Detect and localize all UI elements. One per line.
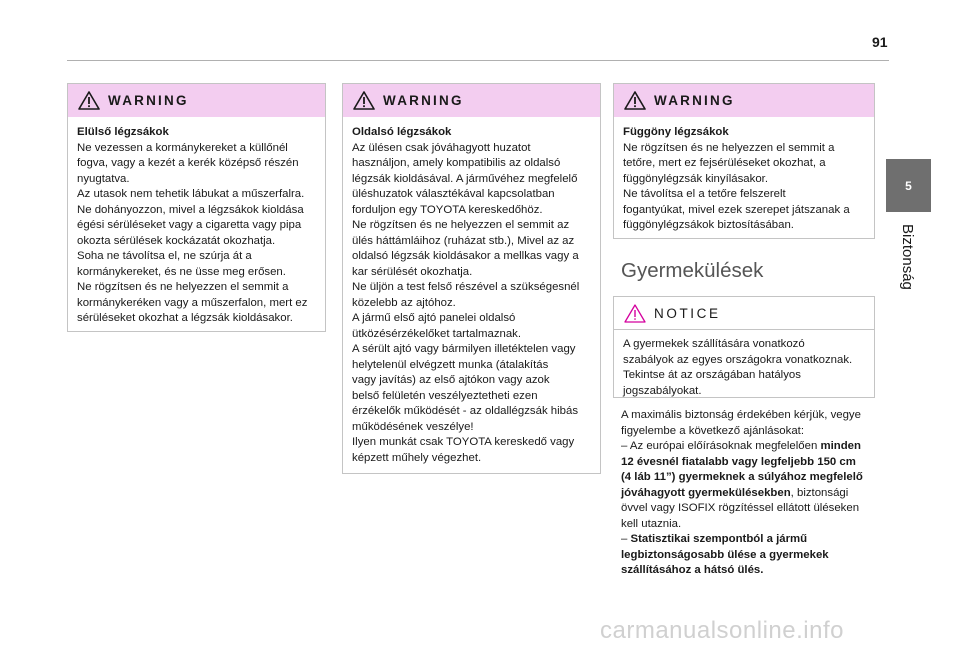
- bold-text: jóváhagyott gyermekülésekben: [621, 486, 791, 499]
- notice-body: [614, 330, 874, 409]
- warning-line: működésének veszélye!: [352, 420, 474, 433]
- warning-subtitle: Elülső légzsákok: [77, 126, 169, 138]
- warning-box-curtain-airbags: [613, 83, 875, 239]
- warning-triangle-icon: [353, 91, 375, 110]
- warning-box-side-airbags: [342, 83, 601, 474]
- child-seat-recommendations: [621, 408, 891, 579]
- warning-line: használjon, amely kompatibilis az oldalsó: [352, 157, 561, 169]
- warning-title: WARNING: [383, 93, 464, 108]
- warning-line: Ne dohányozzon, mivel a légzsákok kioldása: [77, 203, 304, 216]
- chapter-label-text: Biztonság: [899, 224, 916, 290]
- notice-triangle-icon: [624, 304, 646, 323]
- warning-line: Az ülésen csak jóváhagyott huzatot: [352, 141, 531, 154]
- warning-line: Ne rögzítsen és ne helyezzen el semmit az: [352, 219, 570, 231]
- section-title: Gyermekülések: [621, 259, 764, 282]
- warning-title: WARNING: [654, 93, 735, 108]
- warning-line: égési sérüléseket vagy a cigaretta vagy pipa: [77, 219, 302, 231]
- warning-line: üléshuzatok választékával kapcsolatban: [352, 188, 555, 200]
- warning-line: fogantyúkat, mivel ezek szerepet játszanak a: [623, 203, 850, 216]
- warning-subtitle: Függöny légzsákok: [623, 126, 729, 138]
- recommendation-line: [621, 563, 891, 579]
- warning-body: [614, 117, 874, 244]
- notice-box: [613, 296, 875, 398]
- notice-line: jogszabályokat.: [623, 384, 702, 397]
- bold-text: (4 láb 11”) gyermeknek a súlyához megfelelő: [621, 471, 863, 483]
- recommendation-item-2: [621, 532, 891, 548]
- warning-line: okozta sérülések kockázatát okozhatja.: [77, 234, 276, 247]
- warning-line: A sérült ajtó vagy bármilyen illetéktelen vagy: [352, 343, 576, 355]
- bold-text: Statisztikai szempontból a jármű: [630, 533, 808, 545]
- warning-line: függönylégzsák kinyílásakor.: [623, 172, 768, 185]
- notice-line: Tekintse át az országában hatályos: [623, 369, 801, 381]
- warning-line: Ne rögzítsen és ne helyezzen el semmit a: [623, 141, 835, 154]
- recommendation-line: kell utaznia.: [621, 517, 682, 530]
- warning-line: vagy javítás) az első ajtókon vagy azok: [352, 374, 550, 386]
- warning-line: Ilyen munkát csak TOYOTA kereskedő vagy: [352, 436, 575, 448]
- warning-line: Ne rögzítsen és ne helyezzen el semmit a: [77, 281, 289, 293]
- warning-header: [343, 84, 600, 117]
- notice-line: szabályok az egyes országokra vonatkoznak.: [623, 353, 853, 366]
- bold-text: 12 évesnél fiatalabb vagy legfeljebb 150 cm: [621, 455, 856, 468]
- warning-line: fogva, vagy a kezét a kerék középső részén: [77, 157, 299, 169]
- notice-line: A gyermekek szállítására vonatkozó: [623, 338, 805, 350]
- warning-line: Az utasok nem tehetik lábukat a műszerfalra.: [77, 188, 305, 200]
- warning-body: [68, 117, 325, 337]
- warning-line: helytelenül elvégzett munka (átalakítás: [352, 358, 549, 371]
- warning-triangle-icon: [624, 91, 646, 110]
- page-number: 91: [872, 34, 888, 50]
- warning-line: Ne vezessen a kormánykereket a küllőnél: [77, 141, 288, 154]
- warning-line: Ne üljön a test felső részével a szükségesnél: [352, 281, 580, 293]
- warning-line: képzett műhely végezhet.: [352, 451, 482, 464]
- notice-title: NOTICE: [654, 305, 721, 321]
- warning-line: kormánykereket, és ne üsse meg erősen.: [77, 265, 286, 278]
- warning-line: tetőre, mert ez fejsérüléseket okozhat, a: [623, 157, 826, 169]
- chapter-number: 5: [905, 178, 912, 193]
- bold-text: legbiztonságosabb ülése a gyermekek: [621, 548, 829, 561]
- recommendation-item-1: [621, 439, 891, 455]
- chapter-tab[interactable]: [886, 159, 931, 212]
- bold-text: minden: [820, 440, 861, 452]
- recommendation-line: [621, 455, 891, 471]
- intro-line: figyelembe a következő ajánlásokat:: [621, 424, 804, 437]
- warning-line: sérüléseket okozhat a légzsák kioldásakor.: [77, 312, 293, 324]
- warning-line: belső felületén veszélyeztetheti ezen: [352, 389, 538, 402]
- warning-subtitle: Oldalsó légzsákok: [352, 126, 452, 138]
- recommendation-line: övvel vagy ISOFIX rögzítéssel ellátott üléseken: [621, 502, 860, 514]
- warning-title: WARNING: [108, 93, 189, 108]
- warning-line: Soha ne távolítsa el, ne szúrja át a: [77, 250, 252, 262]
- warning-line: légzsák kioldásával. A járművéhez megfelelő: [352, 172, 578, 185]
- chapter-label: [894, 224, 924, 304]
- list-dash: – Az európai előírásoknak megfelelően: [621, 440, 821, 452]
- warning-line: ülés háttámláihoz (ruházat stb.), Mivel az az: [352, 234, 575, 247]
- warning-line: forduljon egy TOYOTA kereskedőhöz.: [352, 203, 543, 216]
- bold-text: szállításához a hátsó ülés.: [621, 564, 764, 576]
- warning-line: A jármű első ajtó panelei oldalsó: [352, 312, 516, 324]
- warning-triangle-icon: [78, 91, 100, 110]
- warning-line: kar sérülését okozhatja.: [352, 265, 473, 278]
- intro-line: A maximális biztonság érdekében kérjük, vegye: [621, 409, 861, 421]
- warning-line: közelebb az ajtóhoz.: [352, 296, 456, 309]
- list-dash: –: [621, 533, 631, 545]
- notice-header: [614, 297, 874, 330]
- warning-line: Ne távolítsa el a tetőre felszerelt: [623, 188, 786, 200]
- warning-box-front-airbags: [67, 83, 326, 332]
- warning-line: kormánykeréken vagy a műszerfalon, mert ez: [77, 296, 308, 309]
- recommendation-line: [621, 470, 891, 486]
- warning-header: [68, 84, 325, 117]
- recommendation-line: [621, 548, 891, 564]
- warning-line: érzékelők működését - az oldallégzsák hibás: [352, 405, 579, 417]
- recommendation-line: [621, 486, 891, 502]
- watermark: carmanualsonline.info: [600, 617, 844, 644]
- warning-line: ütközésérzékelőket tartalmaznak.: [352, 327, 522, 340]
- warning-line: oldalsó légzsák kioldásakor a mellkas vagy a: [352, 250, 579, 262]
- warning-body: [343, 117, 600, 476]
- warning-line: függönylégzsákok biztosításában.: [623, 219, 794, 231]
- plain-text: , biztonsági: [790, 486, 849, 499]
- top-divider: [67, 60, 889, 61]
- warning-line: nyugtatva.: [77, 172, 130, 185]
- warning-header: [614, 84, 874, 117]
